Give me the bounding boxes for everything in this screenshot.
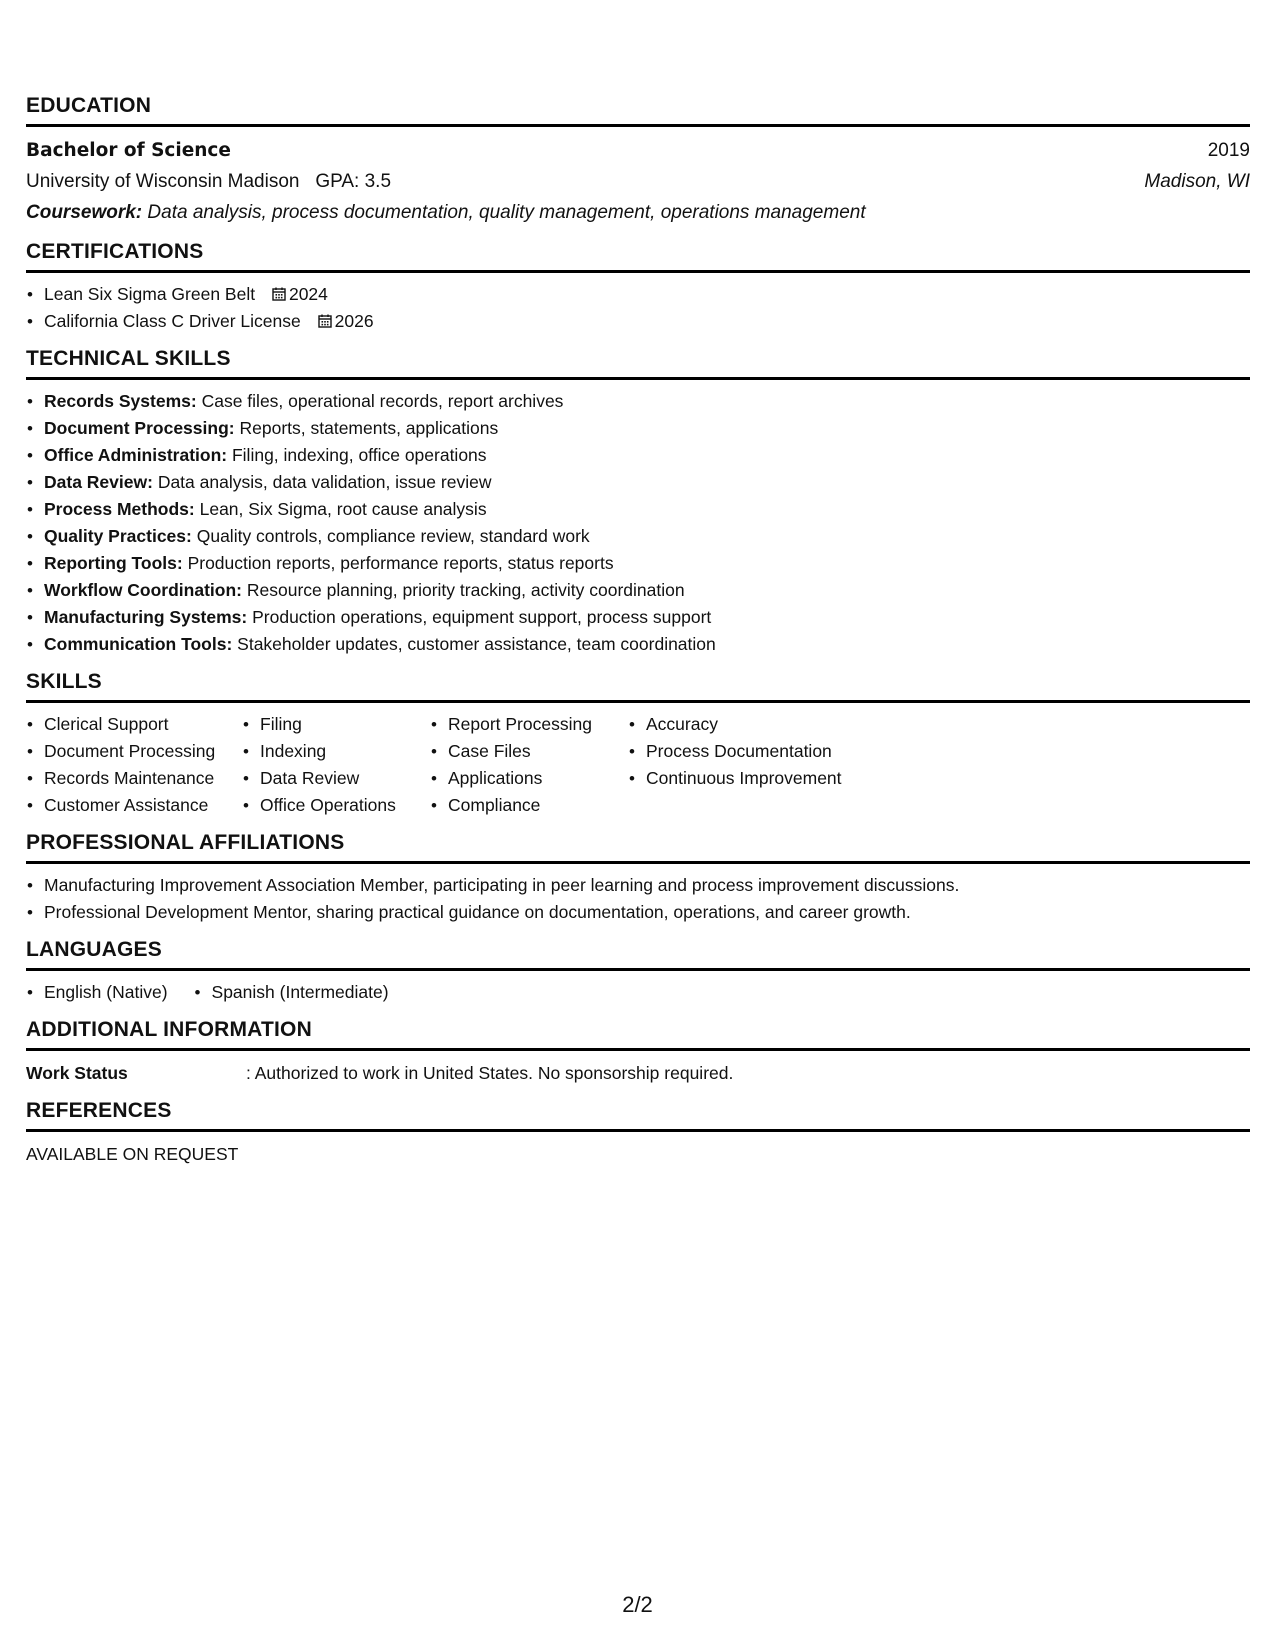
section-title-references: REFERENCES (26, 1099, 1250, 1132)
affiliations-list (26, 872, 1250, 926)
calendar-icon (318, 314, 332, 328)
references-text: AVAILABLE ON REQUEST (26, 1144, 239, 1164)
tech-skill-item (26, 496, 1250, 523)
tech-skill-label: Office Administration: (44, 445, 228, 465)
languages-section (26, 938, 1250, 1006)
tech-skill-label: Process Methods: (44, 499, 195, 519)
section-title-technical-skills: TECHNICAL SKILLS (26, 347, 1250, 380)
certifications-section (26, 240, 1250, 335)
tech-skill-item (26, 415, 1250, 442)
tech-skill-text: Data analysis, data validation, issue review (157, 472, 492, 492)
education-school-row (26, 166, 1250, 197)
skills-column (628, 711, 888, 819)
references-section (26, 1099, 1250, 1168)
gpa: GPA: 3.5 (315, 171, 392, 192)
tech-skill-item (26, 523, 1250, 550)
tech-skill-label: Records Systems: (44, 391, 197, 411)
tech-skill-item (26, 604, 1250, 631)
coursework-label: Coursework: (26, 202, 143, 223)
skill-item: • Continuous Improvement (628, 765, 888, 792)
education-degree-row (26, 135, 1250, 166)
tech-skill-label: Data Review: (44, 472, 153, 492)
certification-item (26, 308, 1250, 335)
tech-skill-label: Quality Practices: (44, 526, 192, 546)
school-location: Madison, WI (1144, 171, 1250, 192)
certification-year: 2024 (288, 284, 328, 304)
tech-skill-item (26, 469, 1250, 496)
tech-skill-text: Stakeholder updates, customer assistance, team coordination (237, 634, 716, 654)
technical-skills-list (26, 388, 1250, 658)
tech-skill-text: Quality controls, compliance review, standard work (196, 526, 590, 546)
skills-column (242, 711, 430, 819)
skill-item: • Records Maintenance (26, 765, 242, 792)
degree: Bachelor of Science (26, 140, 231, 161)
skill-item: • Clerical Support (26, 711, 242, 738)
certification-item (26, 281, 1250, 308)
skills-grid (26, 711, 1250, 819)
tech-skill-text: Resource planning, priority tracking, activity coordination (246, 580, 685, 600)
certification-name: Lean Six Sigma Green Belt (44, 284, 256, 304)
calendar-icon (272, 287, 286, 301)
skill-item: • Accuracy (628, 711, 888, 738)
skill-item: • Applications (430, 765, 628, 792)
work-status-label: Work Status (26, 1063, 128, 1083)
section-title-affiliations: PROFESSIONAL AFFILIATIONS (26, 831, 1250, 864)
affiliation-item: • Professional Development Mentor, sharing practical guidance on documentation, operations, and career growth. (26, 899, 1250, 926)
certifications-list (26, 281, 1250, 335)
tech-skill-item (26, 577, 1250, 604)
skill-item: • Case Files (430, 738, 628, 765)
certification-year: 2026 (334, 311, 374, 331)
additional-info-section (26, 1018, 1250, 1087)
tech-skill-label: Communication Tools: (44, 634, 233, 654)
tech-skill-text: Lean, Six Sigma, root cause analysis (199, 499, 487, 519)
certification-name: California Class C Driver License (44, 311, 301, 331)
tech-skill-item (26, 550, 1250, 577)
skills-column (26, 711, 242, 819)
education-section (26, 94, 1250, 228)
skill-item: • Customer Assistance (26, 792, 242, 819)
section-title-certifications: CERTIFICATIONS (26, 240, 1250, 273)
skill-item: • Indexing (242, 738, 430, 765)
tech-skill-text: Production reports, performance reports, status reports (187, 553, 614, 573)
section-title-education: EDUCATION (26, 94, 1250, 127)
skill-item: • Process Documentation (628, 738, 888, 765)
technical-skills-section (26, 347, 1250, 658)
work-status-value: : Authorized to work in United States. No sponsorship required. (246, 1063, 734, 1083)
tech-skill-label: Document Processing: (44, 418, 235, 438)
languages-list (26, 979, 1250, 1006)
work-status-row (26, 1059, 1250, 1087)
tech-skill-text: Production operations, equipment support, process support (252, 607, 712, 627)
resume-page (26, 94, 1250, 1180)
tech-skill-label: Reporting Tools: (44, 553, 183, 573)
tech-skill-label: Manufacturing Systems: (44, 607, 248, 627)
skills-section (26, 670, 1250, 819)
section-title-languages: LANGUAGES (26, 938, 1250, 971)
tech-skill-item (26, 442, 1250, 469)
skill-item: • Office Operations (242, 792, 430, 819)
language-item: • English (Native) (26, 979, 168, 1006)
coursework-row (26, 197, 1250, 228)
skill-item: • Filing (242, 711, 430, 738)
skill-item: • Document Processing (26, 738, 242, 765)
graduation-year: 2019 (1207, 140, 1250, 161)
tech-skill-text: Case files, operational records, report archives (201, 391, 564, 411)
school-name: University of Wisconsin Madison (26, 171, 300, 192)
skills-column (430, 711, 628, 819)
section-title-skills: SKILLS (26, 670, 1250, 703)
tech-skill-text: Filing, indexing, office operations (231, 445, 487, 465)
affiliation-item: • Manufacturing Improvement Association Member, participating in peer learning and process improvement discussions. (26, 872, 1250, 899)
section-title-additional-info: ADDITIONAL INFORMATION (26, 1018, 1250, 1051)
tech-skill-item (26, 388, 1250, 415)
skill-item: • Compliance (430, 792, 628, 819)
skill-item: • Report Processing (430, 711, 628, 738)
tech-skill-label: Workflow Coordination: (44, 580, 242, 600)
tech-skill-text: Reports, statements, applications (239, 418, 499, 438)
affiliations-section (26, 831, 1250, 926)
tech-skill-item (26, 631, 1250, 658)
coursework-text: Data analysis, process documentation, quality management, operations management (147, 202, 866, 223)
language-item: • Spanish (Intermediate) (194, 979, 389, 1006)
page-number: 2/2 (622, 1592, 653, 1617)
school-line (26, 166, 391, 197)
skill-item: • Data Review (242, 765, 430, 792)
